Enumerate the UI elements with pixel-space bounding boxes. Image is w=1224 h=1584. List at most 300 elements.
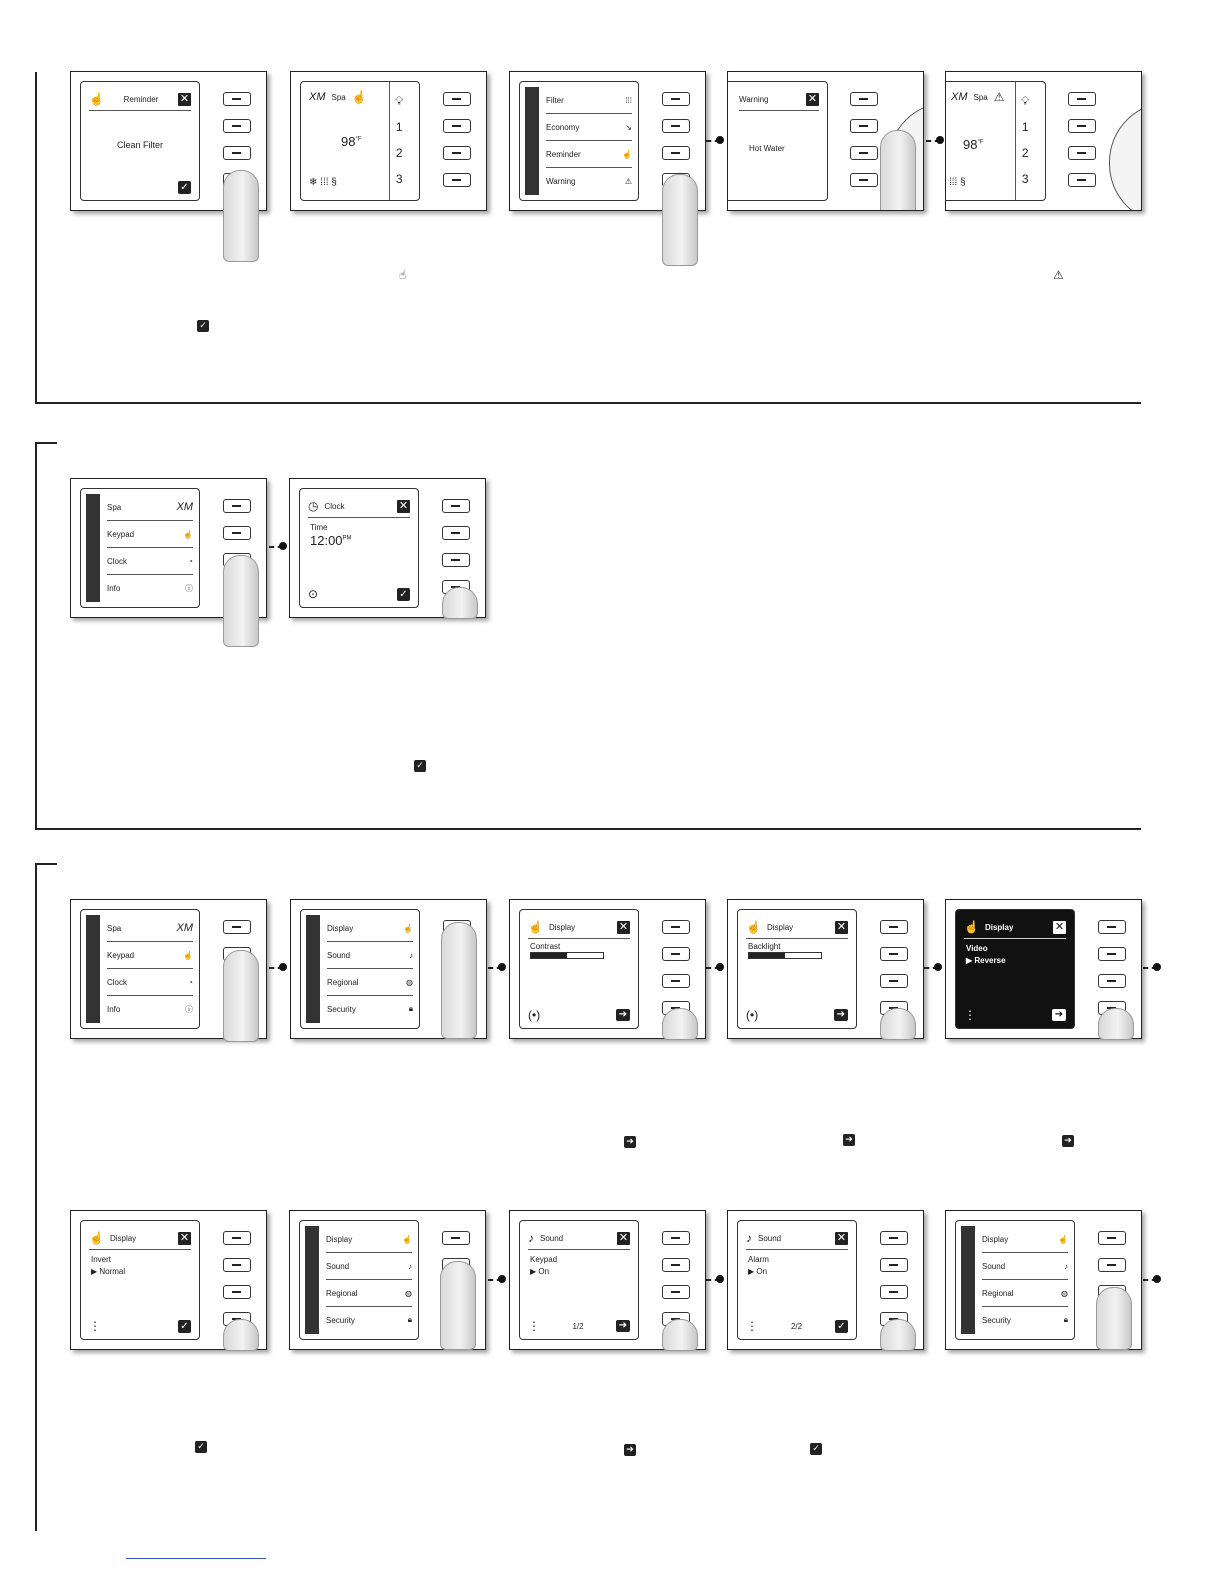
key-3[interactable] xyxy=(223,146,251,160)
contrast-bottom xyxy=(528,1008,630,1022)
page-indicator: 2/2 xyxy=(790,1321,803,1331)
key-1[interactable] xyxy=(1098,1231,1126,1245)
jet-1-icon[interactable]: 1 xyxy=(395,120,403,134)
menu-sidebar xyxy=(305,1226,319,1334)
hand-icon: ☝ xyxy=(351,90,367,104)
finger-press xyxy=(223,950,259,1042)
alarm-sound-screen xyxy=(737,1220,857,1340)
section3-left-rule xyxy=(35,863,37,1531)
finger-press xyxy=(441,922,477,1039)
backlight-panel xyxy=(727,899,924,1039)
xm-logo: XM xyxy=(951,91,968,103)
key-1[interactable] xyxy=(223,499,251,513)
warning-title: Warning xyxy=(739,94,769,104)
finger-press xyxy=(1096,1287,1132,1350)
section2-bottom-rule xyxy=(35,828,1141,830)
menu-item-label: Warning xyxy=(546,176,576,186)
time-label: Time xyxy=(310,523,328,532)
close-icon[interactable]: ✕ xyxy=(836,1231,847,1244)
menu-item-spa[interactable] xyxy=(107,494,193,521)
invert-bottom xyxy=(89,1319,191,1333)
check-icon: ✓ xyxy=(414,760,426,772)
finger-press xyxy=(880,1319,916,1351)
key-2[interactable] xyxy=(880,1258,908,1272)
warning-message: Hot Water xyxy=(749,144,785,153)
clock-panel xyxy=(289,478,486,618)
time-value: 12:00 xyxy=(310,533,343,548)
backlight-bottom xyxy=(746,1008,848,1022)
keypad-menu-panel-2 xyxy=(289,1210,486,1350)
finger-press xyxy=(442,587,478,619)
clock-header xyxy=(308,495,410,518)
keypad-menu-panel-3 xyxy=(945,1210,1142,1350)
backlight-header xyxy=(746,916,848,939)
close-icon[interactable]: ✕ xyxy=(1054,920,1065,933)
key-3[interactable] xyxy=(880,1285,908,1299)
connector-dot xyxy=(1153,963,1161,971)
section1-left-rule xyxy=(35,72,37,404)
menu-item-label: Info xyxy=(107,583,121,593)
warning-header xyxy=(739,88,819,111)
menu-item-sound[interactable] xyxy=(327,942,413,969)
video-label: Video xyxy=(966,944,988,953)
warning-panel xyxy=(727,71,924,211)
info-icon: ⓘ xyxy=(185,1004,193,1014)
reminder-screen xyxy=(80,81,200,201)
temperature-unit: °F xyxy=(977,139,984,146)
keypad-sound-header xyxy=(528,1227,630,1250)
temperature-unit: °F xyxy=(355,136,362,143)
menu-item-clock[interactable] xyxy=(107,969,193,996)
key-2[interactable] xyxy=(442,526,470,540)
key-3[interactable] xyxy=(880,974,908,988)
menu-item-display[interactable] xyxy=(982,1226,1068,1253)
connector-dot xyxy=(716,136,724,144)
keypad-hand-icon: ☝ xyxy=(402,1234,412,1244)
finger-press xyxy=(880,1008,916,1040)
menu-item-security[interactable] xyxy=(327,996,413,1022)
key-2[interactable] xyxy=(223,119,251,133)
jet-2-icon[interactable]: 2 xyxy=(1021,146,1029,160)
menu-item-label: Reminder xyxy=(546,149,581,159)
status-menu-panel xyxy=(509,71,706,211)
warning-icon: ⚠ xyxy=(1053,268,1064,282)
menu-item-warning[interactable] xyxy=(546,168,632,194)
menu-item-info[interactable] xyxy=(107,575,193,601)
reminder-bottom xyxy=(89,181,191,194)
next-arrow-icon[interactable]: ➔ xyxy=(616,1009,630,1021)
invert-panel xyxy=(70,1210,267,1350)
clock-screen xyxy=(299,488,419,608)
close-icon[interactable]: ✕ xyxy=(179,92,190,105)
check-icon: ✓ xyxy=(195,1441,207,1453)
key-2[interactable] xyxy=(443,119,471,133)
dial-icon: ⋮ xyxy=(964,1008,976,1022)
key-2[interactable] xyxy=(223,1258,251,1272)
menu-sidebar xyxy=(306,915,320,1023)
connector-dot xyxy=(498,1275,506,1283)
backlight-title: Display xyxy=(766,922,794,932)
spa-home-screen xyxy=(300,81,420,201)
key-1[interactable] xyxy=(1098,920,1126,934)
next-arrow-icon: ➔ xyxy=(624,1444,636,1456)
alarm-sound-label: Alarm xyxy=(748,1255,769,1264)
check-icon[interactable]: ✓ xyxy=(178,181,191,194)
snowflake-icon: ❄ xyxy=(309,177,318,188)
menu-item-label: Regional xyxy=(982,1288,1014,1298)
light-icon[interactable]: 💡︎ xyxy=(1021,94,1030,108)
finger-press xyxy=(662,1319,698,1351)
menu-item-label: Security xyxy=(326,1315,355,1325)
menu-item-label: Filter xyxy=(546,95,564,105)
keypad-menu-screen xyxy=(299,1220,419,1340)
selected-triangle-icon: ▶ xyxy=(530,1267,539,1276)
menu-item-label: Clock xyxy=(107,977,128,987)
keypad-sound-panel xyxy=(509,1210,706,1350)
video-panel xyxy=(945,899,1142,1039)
selected-triangle-icon: ▶ xyxy=(748,1267,757,1276)
menu-item-security[interactable] xyxy=(326,1307,412,1333)
filter-icon: ⁞⁞⁞ xyxy=(625,95,632,105)
menu-item-clock[interactable] xyxy=(107,548,193,575)
key-1[interactable] xyxy=(223,92,251,106)
keypad-hand-icon: ☝ xyxy=(403,923,413,933)
key-3[interactable] xyxy=(662,146,690,160)
dial-control[interactable] xyxy=(1109,102,1142,211)
lock-icon: 🔒︎ xyxy=(407,1315,412,1324)
filter-icon: ⁞⁞⁞ xyxy=(949,177,958,188)
key-1[interactable] xyxy=(442,1231,470,1245)
menu-item-regional[interactable] xyxy=(327,969,413,996)
alarm-sound-bottom xyxy=(746,1319,848,1333)
contrast-title: Display xyxy=(548,922,576,932)
menu-item-info[interactable] xyxy=(107,996,193,1022)
info-icon: ⓘ xyxy=(185,583,193,593)
connector-dot xyxy=(1153,1275,1161,1283)
filter-icon: ⁞⁞⁞ xyxy=(320,177,329,188)
key-1[interactable] xyxy=(223,1231,251,1245)
hand-icon: ☝ xyxy=(399,268,407,282)
connector-dot xyxy=(279,963,287,971)
keypad-hand-icon: ☝ xyxy=(964,920,979,934)
finger-press xyxy=(440,1261,476,1350)
finger-press xyxy=(223,170,259,262)
key-3[interactable] xyxy=(1068,146,1096,160)
connector-dot xyxy=(498,963,506,971)
alarm-sound-panel xyxy=(727,1210,924,1350)
heat-icon: § xyxy=(331,177,337,188)
menu-item-label: Info xyxy=(107,1004,121,1014)
reminder-message: Clean Filter xyxy=(116,140,163,150)
key-1[interactable] xyxy=(880,1231,908,1245)
menu-item-label: Sound xyxy=(327,950,351,960)
close-icon[interactable]: ✕ xyxy=(398,499,409,512)
warning-screen xyxy=(727,81,828,201)
next-arrow-icon: ➔ xyxy=(1062,1135,1074,1147)
menu-sidebar xyxy=(86,915,100,1023)
key-2[interactable] xyxy=(1068,119,1096,133)
connector-dot xyxy=(936,136,944,144)
finger-press xyxy=(880,130,916,211)
menu-sidebar xyxy=(86,494,100,602)
finger-press xyxy=(1098,1008,1134,1040)
video-title: Display xyxy=(984,922,1014,932)
menu-item-label: Clock xyxy=(107,556,128,566)
connector-dot xyxy=(716,1275,724,1283)
contrast-panel xyxy=(509,899,706,1039)
key-1[interactable] xyxy=(662,92,690,106)
menu-item-reminder[interactable] xyxy=(546,141,632,168)
jet-2-icon[interactable]: 2 xyxy=(395,146,403,160)
key-1[interactable] xyxy=(850,92,878,106)
keypad-sound-label: Keypad xyxy=(530,1255,558,1264)
main-menu-screen xyxy=(80,488,200,608)
clock-bottom xyxy=(308,587,410,601)
hand-icon: ☝ xyxy=(622,149,632,159)
key-1[interactable] xyxy=(442,499,470,513)
menu-item-display[interactable] xyxy=(326,1226,412,1253)
menu-item-spa[interactable] xyxy=(107,915,193,942)
keypad-sound-bottom xyxy=(528,1319,630,1333)
menu-item-sound[interactable] xyxy=(982,1253,1068,1280)
dial-icon: ⋮ xyxy=(746,1319,758,1333)
key-4[interactable] xyxy=(850,173,878,187)
sound-icon: ♪ xyxy=(746,1231,752,1245)
contrast-screen xyxy=(519,909,639,1029)
key-2[interactable] xyxy=(850,119,878,133)
key-2[interactable] xyxy=(1098,1258,1126,1272)
key-3[interactable] xyxy=(662,974,690,988)
key-3[interactable] xyxy=(850,146,878,160)
keypad-sound-title: Sound xyxy=(540,1233,564,1243)
menu-item-label: Sound xyxy=(982,1261,1006,1271)
video-value: Reverse xyxy=(974,956,1006,965)
time-ampm: PM xyxy=(342,535,352,542)
key-3[interactable] xyxy=(443,146,471,160)
key-1[interactable] xyxy=(662,1231,690,1245)
spa-title: Spa xyxy=(331,92,346,102)
contrast-label: Contrast xyxy=(530,942,561,951)
menu-sidebar xyxy=(525,87,539,195)
xm-logo: XM xyxy=(309,91,326,103)
contrast-bar[interactable] xyxy=(530,952,604,959)
page-indicator: 1/2 xyxy=(572,1321,584,1331)
menu-item-label: Spa xyxy=(107,502,122,512)
hand-icon: ☝ xyxy=(89,92,104,106)
key-3[interactable] xyxy=(442,553,470,567)
backlight-bar-fill xyxy=(749,953,785,958)
invert-label: Invert xyxy=(91,1255,112,1264)
invert-title: Display xyxy=(109,1233,137,1243)
key-3[interactable] xyxy=(223,1285,251,1299)
menu-item-regional[interactable] xyxy=(982,1280,1068,1307)
finger-press xyxy=(223,555,259,647)
selected-triangle-icon: ▶ xyxy=(91,1267,100,1276)
heat-icon: § xyxy=(960,177,966,188)
globe-icon: ◍ xyxy=(406,977,413,987)
spa-title: Spa xyxy=(973,92,988,102)
contrast-header xyxy=(528,916,630,939)
video-header xyxy=(964,916,1066,939)
invert-value: Normal xyxy=(99,1267,126,1276)
main-menu-panel xyxy=(70,478,267,618)
key-2[interactable] xyxy=(880,947,908,961)
jet-1-icon[interactable]: 1 xyxy=(1021,120,1029,134)
reminder-header xyxy=(89,88,191,111)
next-arrow-icon[interactable]: ➔ xyxy=(1052,1009,1066,1021)
menu-item-label: Spa xyxy=(107,923,122,933)
menu-item-label: Regional xyxy=(326,1288,358,1298)
menu-item-label: Security xyxy=(982,1315,1011,1325)
next-arrow-icon: ➔ xyxy=(624,1136,636,1148)
key-2[interactable] xyxy=(1098,947,1126,961)
side-keys xyxy=(443,92,473,200)
close-icon[interactable]: ✕ xyxy=(807,92,818,105)
sound-icon: ♪ xyxy=(528,1231,534,1245)
menu-item-label: Economy xyxy=(546,122,580,132)
menu-item-regional[interactable] xyxy=(326,1280,412,1307)
keypad-hand-icon: ☝ xyxy=(746,920,761,934)
invert-header xyxy=(89,1227,191,1250)
menu-item-label: Display xyxy=(326,1234,353,1244)
menu-item-keypad[interactable] xyxy=(107,942,193,969)
section2-left-rule xyxy=(35,442,37,830)
check-icon: ✓ xyxy=(810,1443,822,1455)
close-icon[interactable]: ✕ xyxy=(836,920,847,933)
menu-item-display[interactable] xyxy=(327,915,413,942)
check-icon[interactable]: ✓ xyxy=(178,1320,191,1333)
clock-icon: ◔ xyxy=(188,556,193,566)
dial-icon: ⊙ xyxy=(308,587,319,601)
selected-triangle-icon: ▶ xyxy=(966,956,975,965)
temperature: 98 xyxy=(341,134,356,149)
economy-icon: ↘ xyxy=(625,122,632,132)
section2-top-tick xyxy=(35,442,57,444)
key-4[interactable] xyxy=(443,173,471,187)
menu-item-label: Security xyxy=(327,1004,356,1014)
contrast-bar-fill xyxy=(531,953,567,958)
menu-item-label: Regional xyxy=(327,977,359,987)
key-1[interactable] xyxy=(662,920,690,934)
menu-item-label: Display xyxy=(982,1234,1009,1244)
key-1[interactable] xyxy=(443,92,471,106)
warning-icon: ⚠ xyxy=(993,90,1005,104)
next-arrow-icon: ➔ xyxy=(843,1134,855,1146)
alarm-sound-title: Sound xyxy=(758,1233,782,1243)
light-icon[interactable]: 💡︎ xyxy=(395,94,404,108)
globe-icon: ◍ xyxy=(405,1288,412,1298)
key-3[interactable] xyxy=(662,1285,690,1299)
menu-item-economy[interactable] xyxy=(546,114,632,141)
backlight-label: Backlight xyxy=(748,942,781,951)
alarm-sound-header xyxy=(746,1227,848,1250)
keypad-hand-icon: ☝ xyxy=(89,1231,104,1245)
lock-icon: 🔒︎ xyxy=(408,1004,413,1013)
clock-icon: ◷ xyxy=(308,499,319,513)
next-arrow-icon[interactable]: ➔ xyxy=(834,1009,848,1021)
finger-press xyxy=(662,174,698,266)
status-icons xyxy=(949,177,966,188)
key-1[interactable] xyxy=(1068,92,1096,106)
menu-item-keypad[interactable] xyxy=(107,521,193,548)
status-menu-screen xyxy=(519,81,639,201)
menu-item-sound[interactable] xyxy=(326,1253,412,1280)
keypad-hand-icon: ☝ xyxy=(183,950,193,960)
alarm-sound-value: On xyxy=(756,1267,768,1276)
menu-item-label: Sound xyxy=(326,1261,350,1271)
jet-3-icon[interactable]: 3 xyxy=(1021,172,1029,186)
key-2[interactable] xyxy=(223,526,251,540)
temperature: 98 xyxy=(963,137,978,152)
close-icon[interactable]: ✕ xyxy=(179,1231,190,1244)
spa-home-panel xyxy=(290,71,487,211)
key-2[interactable] xyxy=(662,119,690,133)
menu-item-label: Keypad xyxy=(107,529,135,539)
keypad-menu-screen xyxy=(300,909,420,1029)
side-keys xyxy=(850,92,880,200)
keypad-hand-icon: ☝ xyxy=(528,920,543,934)
key-4[interactable] xyxy=(1068,173,1096,187)
clock-title: Clock xyxy=(324,501,345,511)
keypad-menu-screen xyxy=(955,1220,1075,1340)
sound-icon: ♪ xyxy=(409,950,413,960)
next-arrow-icon[interactable]: ➔ xyxy=(616,1320,630,1332)
main-menu-panel-2 xyxy=(70,899,267,1039)
menu-item-label: Keypad xyxy=(107,950,135,960)
dial-icon: ⋮ xyxy=(528,1319,540,1333)
sound-icon: ♪ xyxy=(408,1261,412,1271)
footer-underline xyxy=(126,1558,266,1559)
clock-icon: ◔ xyxy=(188,977,193,987)
check-icon[interactable]: ✓ xyxy=(835,1320,848,1333)
key-2[interactable] xyxy=(662,947,690,961)
menu-item-security[interactable] xyxy=(982,1307,1068,1333)
key-1[interactable] xyxy=(880,920,908,934)
key-1[interactable] xyxy=(223,920,251,934)
warning-icon: ⚠ xyxy=(624,176,632,186)
menu-item-filter[interactable] xyxy=(546,87,632,114)
jet-3-icon[interactable]: 3 xyxy=(395,172,403,186)
dial-icon: ⋮ xyxy=(89,1319,101,1333)
spa-home-screen xyxy=(945,81,1046,201)
xm-logo: XM xyxy=(176,501,193,513)
globe-icon: ◍ xyxy=(1061,1288,1068,1298)
check-icon: ✓ xyxy=(197,320,209,332)
close-icon[interactable]: ✕ xyxy=(618,1231,629,1244)
backlight-screen xyxy=(737,909,857,1029)
spa-home-dial-panel xyxy=(945,71,1142,211)
keypad-menu-panel xyxy=(290,899,487,1039)
close-icon[interactable]: ✕ xyxy=(618,920,629,933)
keypad-sound-screen xyxy=(519,1220,639,1340)
keypad-hand-icon: ☝ xyxy=(1058,1234,1068,1244)
check-icon[interactable]: ✓ xyxy=(397,588,410,601)
backlight-bar[interactable] xyxy=(748,952,822,959)
menu-item-label: Display xyxy=(327,923,354,933)
keypad-sound-value: On xyxy=(538,1267,550,1276)
menu-sidebar xyxy=(961,1226,975,1334)
connector-dot xyxy=(279,542,287,550)
connector-dot xyxy=(934,963,942,971)
dial-icon: (•) xyxy=(746,1008,759,1022)
keypad-hand-icon: ☝ xyxy=(183,529,193,539)
sound-icon: ♪ xyxy=(1064,1261,1068,1271)
key-3[interactable] xyxy=(1098,974,1126,988)
finger-press xyxy=(223,1319,259,1351)
reminder-panel xyxy=(70,71,267,211)
key-2[interactable] xyxy=(662,1258,690,1272)
side-keys xyxy=(1068,92,1098,200)
